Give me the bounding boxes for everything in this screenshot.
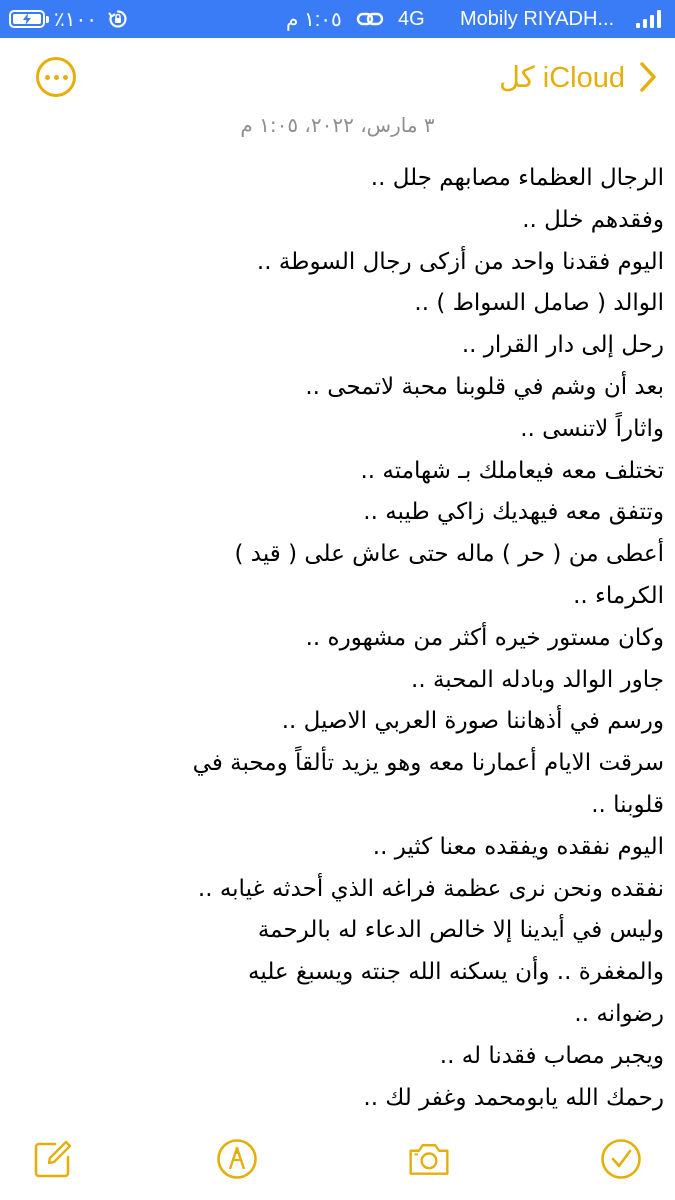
link-icon — [356, 0, 384, 38]
note-line: نفقده ونحن نرى عظمة فراغه الذي أحدثه غيابه .. — [197, 875, 664, 902]
note-line: تختلف معه فيعاملك بـ شهامته .. — [360, 457, 664, 484]
note-line: رضوانه .. — [574, 1000, 664, 1027]
carrier-name: Mobily RIYADH... — [460, 7, 615, 30]
note-line: الوالد ( صامل السواط ) .. — [414, 290, 664, 317]
note-date: ٣ مارس، ٢٠٢٢، ١:٠٥ م — [240, 113, 435, 137]
rotation-lock-icon — [108, 0, 128, 38]
back-button[interactable] — [499, 52, 657, 102]
markup-pen-icon[interactable] — [215, 1137, 259, 1181]
status-bar — [0, 0, 675, 38]
note-line: رحل إلى دار القرار .. — [461, 332, 664, 359]
checklist-icon[interactable] — [599, 1137, 643, 1181]
note-line: جاور الوالد وبادله المحبة .. — [411, 666, 664, 693]
note-line: وليس في أيدينا إلا خالص الدعاء له بالرحمة — [257, 917, 664, 944]
battery-percent: ٪١٠٠ — [54, 8, 97, 31]
more-options-icon[interactable] — [36, 57, 76, 97]
note-line: وفقدهم خلل .. — [522, 206, 664, 233]
chevron-right-icon — [639, 61, 657, 93]
note-line: ويجبر مصاب فقدنا له .. — [439, 1042, 664, 1069]
note-line: بعد أن وشم في قلوبنا محبة لاتمحى .. — [305, 373, 664, 400]
note-line: أعطى من ( حر ) ماله حتى عاش على ( قيد ) — [234, 541, 664, 568]
battery-charging-icon — [9, 0, 49, 38]
back-label: كل iCloud — [498, 61, 625, 94]
signal-bars-icon — [636, 0, 662, 38]
note-line: اليوم نفقده ويفقده معنا كثير .. — [372, 833, 664, 860]
note-line: واثاراً لاتنسى .. — [520, 415, 664, 442]
note-line: رحمك الله يابومحمد وغفر لك .. — [363, 1084, 664, 1111]
note-line: والمغفرة .. وأن يسكنه الله جنته ويسبغ عليه — [248, 959, 664, 986]
camera-icon[interactable] — [407, 1137, 451, 1181]
note-line: سرقت الايام أعمارنا معه وهو يزيد تألقاً ومحبة في — [192, 750, 664, 777]
note-line: ورسم في أذهاننا صورة العربي الاصيل .. — [281, 708, 664, 735]
note-line: قلوبنا .. — [591, 791, 664, 818]
note-body[interactable] — [24, 158, 664, 1119]
note-line: الكرماء .. — [573, 582, 664, 609]
note-line: الرجال العظماء مصابهم جلل .. — [370, 165, 664, 191]
note-line: وتتفق معه فيهديك زاكي طيبه .. — [363, 499, 664, 526]
note-line: اليوم فقدنا واحد من أزكى رجال السوطة .. — [256, 248, 664, 275]
status-time: ١:٠٥ م — [286, 8, 342, 31]
network-type: 4G — [398, 7, 425, 30]
note-line: وكان مستور خيره أكثر من مشهوره .. — [305, 624, 664, 651]
compose-icon[interactable] — [31, 1137, 75, 1181]
